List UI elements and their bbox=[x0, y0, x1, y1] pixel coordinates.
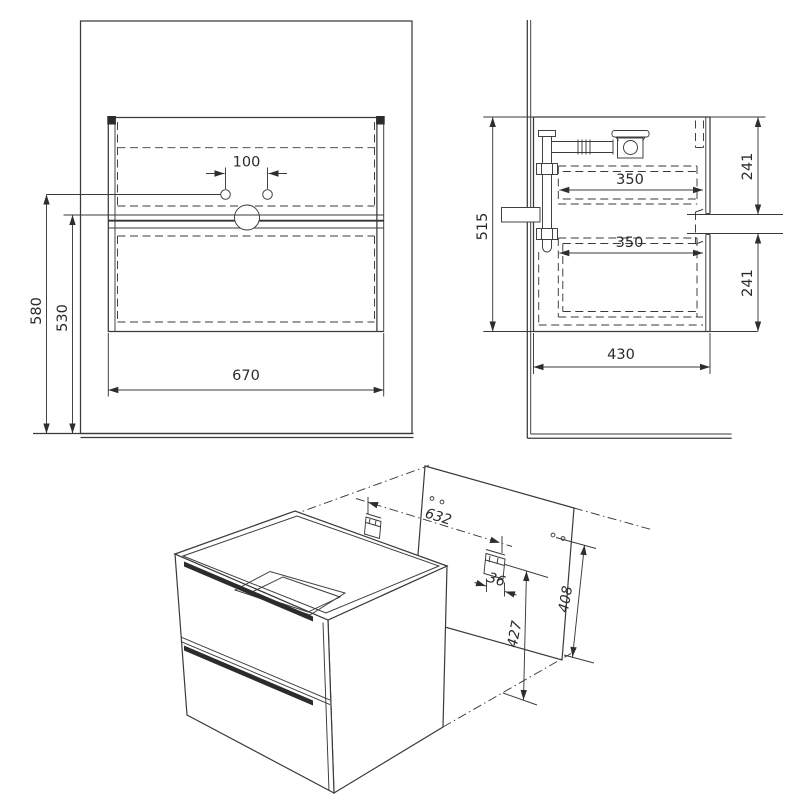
dim-faucet-spacing-label: 100 bbox=[232, 154, 261, 171]
dim-bottom-drawer-depth-label: 350 bbox=[615, 235, 644, 251]
dim-depth bbox=[534, 333, 711, 374]
dim-faucet-spacing bbox=[206, 155, 287, 190]
dim-height bbox=[475, 117, 493, 332]
dim-width-label: 670 bbox=[232, 368, 260, 384]
top-rail-cap-left bbox=[107, 116, 116, 125]
dim-bracket-width-label: 36 bbox=[485, 569, 508, 591]
top-rail-cap-right bbox=[376, 116, 385, 125]
dim-depth-label: 430 bbox=[607, 347, 635, 363]
side-bottom-drawer-hidden bbox=[558, 235, 703, 317]
water-supply-stub bbox=[502, 208, 541, 223]
dim-panel-height-label: 408 bbox=[555, 584, 577, 614]
faucet-hole-right bbox=[263, 190, 273, 200]
front-bottom-drawer-hidden bbox=[118, 236, 375, 322]
front-view bbox=[29, 21, 414, 438]
dim-height-basin-label: 530 bbox=[55, 304, 71, 332]
side-top-drawer-hidden bbox=[558, 166, 703, 204]
dim-top-front-label: 241 bbox=[740, 152, 756, 181]
siphon-trap bbox=[537, 131, 650, 253]
dim-height-basin bbox=[55, 215, 73, 434]
drain-flange bbox=[612, 131, 649, 138]
isometric-view bbox=[175, 466, 653, 794]
dim-width bbox=[108, 333, 383, 397]
dim-bracket-height-label: 427 bbox=[504, 619, 526, 649]
dim-drawer-fronts bbox=[687, 117, 783, 332]
drain-hole bbox=[235, 205, 260, 230]
hanging-bracket-left bbox=[365, 514, 382, 539]
side-view bbox=[475, 20, 783, 438]
dim-bottom-front-label: 241 bbox=[740, 269, 756, 297]
dim-rail-spacing-label: 632 bbox=[423, 505, 454, 529]
faucet-hole-left bbox=[221, 190, 231, 200]
dim-height-holes-label: 580 bbox=[29, 297, 45, 325]
cabinet-isometric bbox=[175, 511, 447, 793]
dim-height-label: 515 bbox=[475, 212, 491, 241]
dim-top-drawer-depth-label: 350 bbox=[616, 172, 644, 188]
